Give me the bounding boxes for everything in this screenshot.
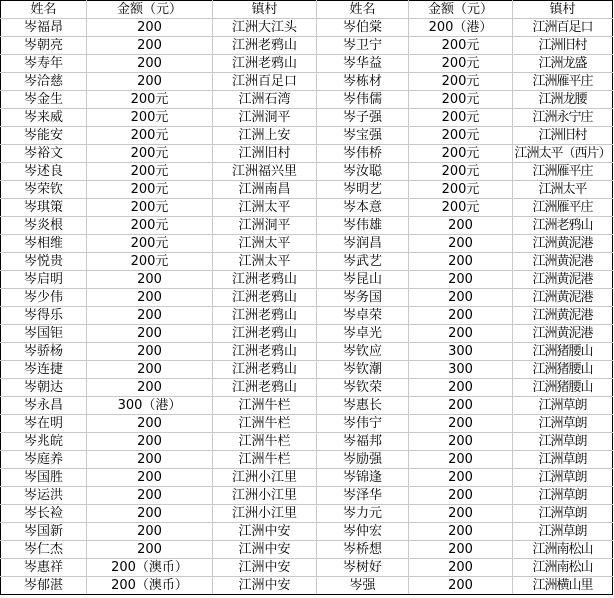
cell-amount-right: 200元	[409, 55, 513, 73]
cell-amount-right: 200	[409, 379, 513, 397]
cell-name-right: 岑福邦	[317, 433, 409, 451]
table-row	[1, 145, 613, 163]
cell-name-right: 岑伯棠	[317, 19, 409, 37]
cell-amount-right: 200元	[409, 109, 513, 127]
cell-name-left: 岑得乐	[1, 307, 87, 325]
header-village-left: 镇村	[213, 1, 317, 19]
cell-amount-right: 200元	[409, 181, 513, 199]
cell-amount-left: 300（港）	[87, 397, 213, 415]
cell-village-right: 江洲百足口	[513, 19, 613, 37]
table-row	[1, 181, 613, 199]
cell-name-left: 岑能安	[1, 127, 87, 145]
cell-amount-right: 200	[409, 433, 513, 451]
table-row	[1, 325, 613, 343]
cell-village-right: 江洲黄泥港	[513, 289, 613, 307]
cell-village-right: 江洲雁平庄	[513, 199, 613, 217]
cell-village-left: 江洲南昌	[213, 181, 317, 199]
cell-name-right: 岑汝聪	[317, 163, 409, 181]
cell-name-right: 岑卓荣	[317, 307, 409, 325]
table-row	[1, 127, 613, 145]
cell-village-left: 江洲牛栏	[213, 433, 317, 451]
cell-village-right: 江洲草朗	[513, 523, 613, 541]
table-row	[1, 379, 613, 397]
cell-village-right: 江洲草朗	[513, 505, 613, 523]
table-row	[1, 73, 613, 91]
cell-village-right: 江洲黄泥港	[513, 235, 613, 253]
cell-amount-left: 200	[87, 487, 213, 505]
cell-amount-right: 200	[409, 271, 513, 289]
cell-name-left: 岑在明	[1, 415, 87, 433]
cell-village-left: 江洲百足口	[213, 73, 317, 91]
cell-amount-left: 200元	[87, 109, 213, 127]
cell-village-left: 江洲中安	[213, 523, 317, 541]
cell-amount-right: 200	[409, 289, 513, 307]
cell-village-left: 江洲小江里	[213, 505, 317, 523]
cell-amount-left: 200	[87, 325, 213, 343]
cell-village-left: 江洲太平	[213, 199, 317, 217]
cell-name-left: 岑国胜	[1, 469, 87, 487]
table-row	[1, 361, 613, 379]
cell-village-left: 江洲福兴里	[213, 163, 317, 181]
cell-amount-right: 200	[409, 397, 513, 415]
cell-amount-right: 200	[409, 577, 513, 595]
cell-name-right: 岑泽华	[317, 487, 409, 505]
cell-amount-right: 300	[409, 361, 513, 379]
cell-name-left: 岑惠祥	[1, 559, 87, 577]
cell-name-right: 岑强	[317, 577, 409, 595]
cell-village-right: 江洲猪腰山	[513, 379, 613, 397]
cell-village-right: 江洲旧村	[513, 127, 613, 145]
cell-name-left: 岑悦贵	[1, 253, 87, 271]
cell-name-left: 岑福昂	[1, 19, 87, 37]
cell-village-right: 江洲雁平庄	[513, 163, 613, 181]
cell-amount-right: 200元	[409, 145, 513, 163]
cell-village-right: 江洲太平	[513, 181, 613, 199]
cell-amount-right: 200	[409, 235, 513, 253]
cell-name-right: 岑润昌	[317, 235, 409, 253]
cell-amount-left: 200元	[87, 217, 213, 235]
cell-amount-right: 200	[409, 559, 513, 577]
cell-name-left: 岑运洪	[1, 487, 87, 505]
cell-name-left: 岑荣钦	[1, 181, 87, 199]
cell-village-right: 江洲猪腰山	[513, 361, 613, 379]
cell-amount-right: 200元	[409, 163, 513, 181]
cell-village-left: 江洲小江里	[213, 487, 317, 505]
cell-village-left: 江洲老鸦山	[213, 379, 317, 397]
cell-amount-right: 200	[409, 541, 513, 559]
cell-village-right: 江洲横山里	[513, 577, 613, 595]
cell-name-left: 岑兆皖	[1, 433, 87, 451]
cell-name-right: 岑栋材	[317, 73, 409, 91]
cell-name-right: 岑子强	[317, 109, 409, 127]
table-row	[1, 307, 613, 325]
cell-amount-left: 200元	[87, 163, 213, 181]
cell-amount-left: 200	[87, 19, 213, 37]
table-row	[1, 397, 613, 415]
cell-amount-right: 200	[409, 253, 513, 271]
cell-village-left: 江洲老鸦山	[213, 37, 317, 55]
cell-village-right: 江洲草朗	[513, 487, 613, 505]
table-row	[1, 289, 613, 307]
cell-name-right: 岑卫宁	[317, 37, 409, 55]
cell-amount-right: 200元	[409, 199, 513, 217]
cell-name-left: 岑朝达	[1, 379, 87, 397]
cell-village-left: 江洲旧村	[213, 145, 317, 163]
cell-village-left: 江洲洞平	[213, 109, 317, 127]
cell-village-right: 江洲南松山	[513, 541, 613, 559]
cell-name-right: 岑力元	[317, 505, 409, 523]
cell-village-left: 江洲太平	[213, 253, 317, 271]
cell-village-left: 江洲老鸦山	[213, 55, 317, 73]
cell-amount-left: 200	[87, 523, 213, 541]
cell-name-right: 岑本意	[317, 199, 409, 217]
cell-village-left: 江洲中安	[213, 559, 317, 577]
cell-amount-right: 200	[409, 523, 513, 541]
cell-amount-left: 200元	[87, 181, 213, 199]
cell-village-right: 江洲草朗	[513, 433, 613, 451]
cell-village-left: 江洲老鸦山	[213, 289, 317, 307]
table-row	[1, 253, 613, 271]
cell-name-left: 岑裕文	[1, 145, 87, 163]
cell-village-left: 江洲老鸦山	[213, 325, 317, 343]
table-row	[1, 19, 613, 37]
table-row	[1, 415, 613, 433]
cell-village-left: 江洲老鸦山	[213, 343, 317, 361]
table-row	[1, 271, 613, 289]
cell-village-left: 江洲洞平	[213, 217, 317, 235]
header-amount-right: 金额（元）	[409, 1, 513, 19]
table-row	[1, 577, 613, 595]
cell-name-left: 岑庭养	[1, 451, 87, 469]
cell-village-left: 江洲牛栏	[213, 415, 317, 433]
table-row	[1, 541, 613, 559]
table-row	[1, 487, 613, 505]
cell-name-right: 岑明艺	[317, 181, 409, 199]
cell-amount-right: 200元	[409, 37, 513, 55]
cell-name-left: 岑相维	[1, 235, 87, 253]
cell-name-left: 岑朝亮	[1, 37, 87, 55]
cell-amount-left: 200	[87, 361, 213, 379]
header-name-left: 姓名	[1, 1, 87, 19]
cell-village-right: 江洲南松山	[513, 559, 613, 577]
table-row	[1, 505, 613, 523]
cell-amount-left: 200元	[87, 199, 213, 217]
cell-name-right: 岑华益	[317, 55, 409, 73]
table-row	[1, 451, 613, 469]
cell-village-right: 江洲黄泥港	[513, 271, 613, 289]
cell-village-right: 江洲永宁庄	[513, 109, 613, 127]
cell-amount-left: 200	[87, 469, 213, 487]
cell-name-left: 岑琪策	[1, 199, 87, 217]
cell-village-left: 江洲老鸦山	[213, 271, 317, 289]
cell-name-left: 岑来威	[1, 109, 87, 127]
cell-village-left: 江洲上安	[213, 127, 317, 145]
cell-amount-left: 200	[87, 271, 213, 289]
cell-name-right: 岑昆山	[317, 271, 409, 289]
cell-amount-left: 200元	[87, 91, 213, 109]
cell-amount-right: 200	[409, 487, 513, 505]
cell-amount-left: 200元	[87, 235, 213, 253]
cell-name-right: 岑桥想	[317, 541, 409, 559]
cell-amount-right: 200元	[409, 73, 513, 91]
cell-village-left: 江洲中安	[213, 541, 317, 559]
cell-name-right: 岑钦应	[317, 343, 409, 361]
cell-village-right: 江洲老鸦山	[513, 217, 613, 235]
cell-village-right: 江洲草朗	[513, 415, 613, 433]
cell-amount-left: 200	[87, 433, 213, 451]
cell-amount-right: 200	[409, 451, 513, 469]
cell-name-right: 岑仲宏	[317, 523, 409, 541]
table-row	[1, 469, 613, 487]
table-row	[1, 523, 613, 541]
cell-amount-left: 200元	[87, 253, 213, 271]
cell-name-right: 岑宝强	[317, 127, 409, 145]
header-row	[1, 1, 613, 19]
cell-name-left: 岑连捷	[1, 361, 87, 379]
cell-name-left: 岑少伟	[1, 289, 87, 307]
cell-name-right: 岑锦逢	[317, 469, 409, 487]
table-row	[1, 91, 613, 109]
cell-village-left: 江洲太平	[213, 235, 317, 253]
cell-amount-right: 200	[409, 217, 513, 235]
cell-name-right: 岑励强	[317, 451, 409, 469]
cell-amount-right: 200元	[409, 127, 513, 145]
cell-name-right: 岑务国	[317, 289, 409, 307]
table-row	[1, 109, 613, 127]
cell-name-left: 岑长裣	[1, 505, 87, 523]
cell-village-right: 江洲龙腰	[513, 91, 613, 109]
table-row	[1, 199, 613, 217]
cell-name-right: 岑武艺	[317, 253, 409, 271]
cell-name-left: 岑寿年	[1, 55, 87, 73]
cell-village-right: 江洲旧村	[513, 37, 613, 55]
header-amount-left: 金额（元）	[87, 1, 213, 19]
cell-name-left: 岑永昌	[1, 397, 87, 415]
cell-amount-left: 200元	[87, 127, 213, 145]
cell-amount-right: 200	[409, 325, 513, 343]
table-row	[1, 163, 613, 181]
cell-amount-left: 200元	[87, 145, 213, 163]
cell-amount-left: 200	[87, 343, 213, 361]
cell-name-right: 岑伟桥	[317, 145, 409, 163]
cell-amount-left: 200	[87, 379, 213, 397]
cell-amount-right: 300	[409, 343, 513, 361]
cell-amount-left: 200（澳币）	[87, 577, 213, 595]
cell-village-left: 江洲石湾	[213, 91, 317, 109]
cell-amount-left: 200	[87, 505, 213, 523]
cell-amount-right: 200元	[409, 91, 513, 109]
cell-village-right: 江洲龙盛	[513, 55, 613, 73]
cell-village-left: 江洲大江头	[213, 19, 317, 37]
cell-village-right: 江洲黄泥港	[513, 307, 613, 325]
table-row	[1, 343, 613, 361]
cell-village-right: 江洲草朗	[513, 451, 613, 469]
cell-amount-left: 200	[87, 451, 213, 469]
cell-village-left: 江洲老鸦山	[213, 361, 317, 379]
cell-village-right: 江洲黄泥港	[513, 253, 613, 271]
cell-village-right: 江洲雁平庄	[513, 73, 613, 91]
cell-name-right: 岑钦荣	[317, 379, 409, 397]
cell-name-right: 岑树好	[317, 559, 409, 577]
cell-name-right: 岑伟雄	[317, 217, 409, 235]
cell-village-right: 江洲太平（西片）	[514, 146, 611, 161]
cell-amount-left: 200（澳币）	[87, 559, 213, 577]
cell-name-left: 岑国钜	[1, 325, 87, 343]
cell-name-left: 岑炎根	[1, 217, 87, 235]
cell-village-left: 江洲牛栏	[213, 397, 317, 415]
cell-village-right: 江洲黄泥港	[513, 325, 613, 343]
cell-amount-right: 200	[409, 469, 513, 487]
cell-amount-left: 200	[87, 37, 213, 55]
cell-name-left: 岑洽慈	[1, 73, 87, 91]
cell-name-left: 岑启明	[1, 271, 87, 289]
table-row	[1, 559, 613, 577]
cell-name-right: 岑惠长	[317, 397, 409, 415]
header-village-right: 镇村	[513, 1, 613, 19]
cell-village-right: 江洲猪腰山	[513, 343, 613, 361]
cell-name-left: 岑仁杰	[1, 541, 87, 559]
table-row	[1, 37, 613, 55]
cell-name-right: 岑钦潮	[317, 361, 409, 379]
table-row	[1, 217, 613, 235]
cell-amount-left: 200	[87, 55, 213, 73]
cell-name-right: 岑伟宁	[317, 415, 409, 433]
cell-village-left: 江洲中安	[213, 577, 317, 595]
cell-amount-right: 200（港）	[409, 19, 513, 37]
cell-village-right: 江洲草朗	[513, 469, 613, 487]
cell-name-left: 岑金生	[1, 91, 87, 109]
cell-amount-right: 200	[409, 307, 513, 325]
table-row	[1, 55, 613, 73]
table-row	[1, 433, 613, 451]
cell-amount-right: 200	[409, 415, 513, 433]
cell-name-right: 岑卓光	[317, 325, 409, 343]
cell-amount-left: 200	[87, 415, 213, 433]
cell-name-left: 岑郁湛	[1, 577, 87, 595]
cell-village-right: 江洲草朗	[513, 397, 613, 415]
header-name-right: 姓名	[317, 1, 409, 19]
cell-amount-left: 200	[87, 73, 213, 91]
cell-village-left: 江洲牛栏	[213, 451, 317, 469]
cell-name-right: 岑伟儒	[317, 91, 409, 109]
cell-amount-right: 200	[409, 505, 513, 523]
cell-amount-left: 200	[87, 289, 213, 307]
cell-name-left: 岑国新	[1, 523, 87, 541]
cell-name-left: 岑骄杨	[1, 343, 87, 361]
cell-amount-left: 200	[87, 307, 213, 325]
cell-amount-left: 200	[87, 541, 213, 559]
table-row	[1, 235, 613, 253]
cell-name-left: 岑述良	[1, 163, 87, 181]
cell-village-left: 江洲老鸦山	[213, 307, 317, 325]
cell-village-left: 江洲小江里	[213, 469, 317, 487]
